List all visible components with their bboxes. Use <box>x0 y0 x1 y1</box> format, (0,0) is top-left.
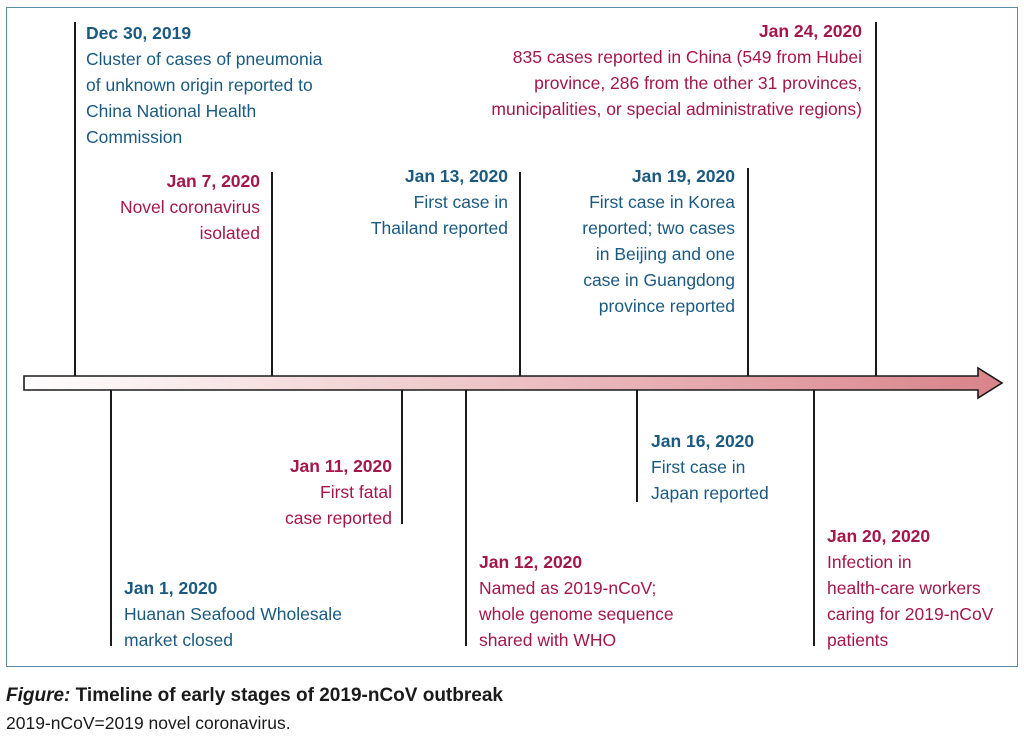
event-date: Jan 24, 2020 <box>758 21 862 41</box>
event-jan12-2020 <box>479 549 674 653</box>
event-text-line: Japan reported <box>651 483 769 503</box>
figure-caption-title: Timeline of early stages of 2019-nCoV outbreak <box>75 685 503 706</box>
event-jan11-2020 <box>285 453 392 531</box>
event-text-line: market closed <box>124 630 233 650</box>
connector-jan12 <box>465 390 467 646</box>
event-text-line: First case in <box>413 192 508 212</box>
event-text-line: Named as 2019-nCoV; <box>479 578 657 598</box>
figure-footnote: 2019-nCoV=2019 novel coronavirus. <box>6 713 291 733</box>
event-text-line: case in Guangdong <box>583 270 735 290</box>
event-jan20-2020 <box>827 523 993 653</box>
connector-jan16 <box>636 390 638 502</box>
event-text-line: First case in Korea <box>589 192 735 212</box>
event-text-line: shared with WHO <box>479 630 617 650</box>
connector-dec30 <box>74 22 76 376</box>
figure-caption <box>6 683 503 709</box>
event-text-line: China National Health <box>86 101 257 121</box>
event-jan1-2020 <box>124 575 342 653</box>
event-text-line: Infection in <box>827 552 912 572</box>
event-text-line: patients <box>827 630 889 650</box>
event-text-line: First case in <box>651 457 746 477</box>
event-date: Jan 1, 2020 <box>124 578 218 598</box>
event-date: Jan 7, 2020 <box>166 171 260 191</box>
event-date: Jan 12, 2020 <box>479 552 583 572</box>
connector-jan1 <box>110 390 112 646</box>
event-text-line: province, 286 from the other 31 provinces, <box>534 73 862 93</box>
event-date: Jan 19, 2020 <box>631 166 735 186</box>
event-date: Dec 30, 2019 <box>86 23 192 43</box>
connector-jan20 <box>813 390 815 646</box>
event-text-line: caring for 2019-nCoV <box>827 604 994 624</box>
event-text-line: reported; two cases <box>582 218 735 238</box>
event-text-line: Novel coronavirus <box>119 197 260 217</box>
event-text-line: municipalities, or special administrative regions) <box>491 99 862 119</box>
event-jan19-2020 <box>582 163 735 319</box>
event-jan24-2020 <box>491 18 862 122</box>
event-text-line: Huanan Seafood Wholesale <box>124 604 342 624</box>
event-text-line: province reported <box>598 296 735 316</box>
timeline-arrow-shape <box>24 368 1002 398</box>
event-text-line: 835 cases reported in China (549 from Hubei <box>512 47 862 67</box>
event-text-line: Thailand reported <box>370 218 508 238</box>
event-text-line: Commission <box>86 127 183 147</box>
event-text-line: case reported <box>284 508 392 528</box>
connector-jan24 <box>875 22 877 376</box>
event-date: Jan 16, 2020 <box>651 431 755 451</box>
event-dec30-2019 <box>86 20 322 150</box>
figure-caption-lead: Figure: <box>6 685 71 706</box>
event-text-line: whole genome sequence <box>479 604 674 624</box>
connector-jan13 <box>519 172 521 376</box>
event-text-line: of unknown origin reported to <box>86 75 313 95</box>
event-jan7-2020 <box>120 168 260 246</box>
event-text-line: health-care workers <box>827 578 981 598</box>
event-text-line: isolated <box>199 223 260 243</box>
event-date: Jan 20, 2020 <box>827 526 931 546</box>
event-jan16-2020 <box>651 428 769 506</box>
connector-jan7 <box>271 172 273 376</box>
event-date: Jan 13, 2020 <box>404 166 508 186</box>
connector-jan19 <box>747 168 749 376</box>
event-text-line: in Beijing and one <box>595 244 735 264</box>
event-jan13-2020 <box>371 163 508 241</box>
event-text-line: Cluster of cases of pneumonia <box>86 49 323 69</box>
connector-jan11 <box>401 390 403 524</box>
event-date: Jan 11, 2020 <box>289 456 392 476</box>
event-text-line: First fatal <box>320 482 392 502</box>
